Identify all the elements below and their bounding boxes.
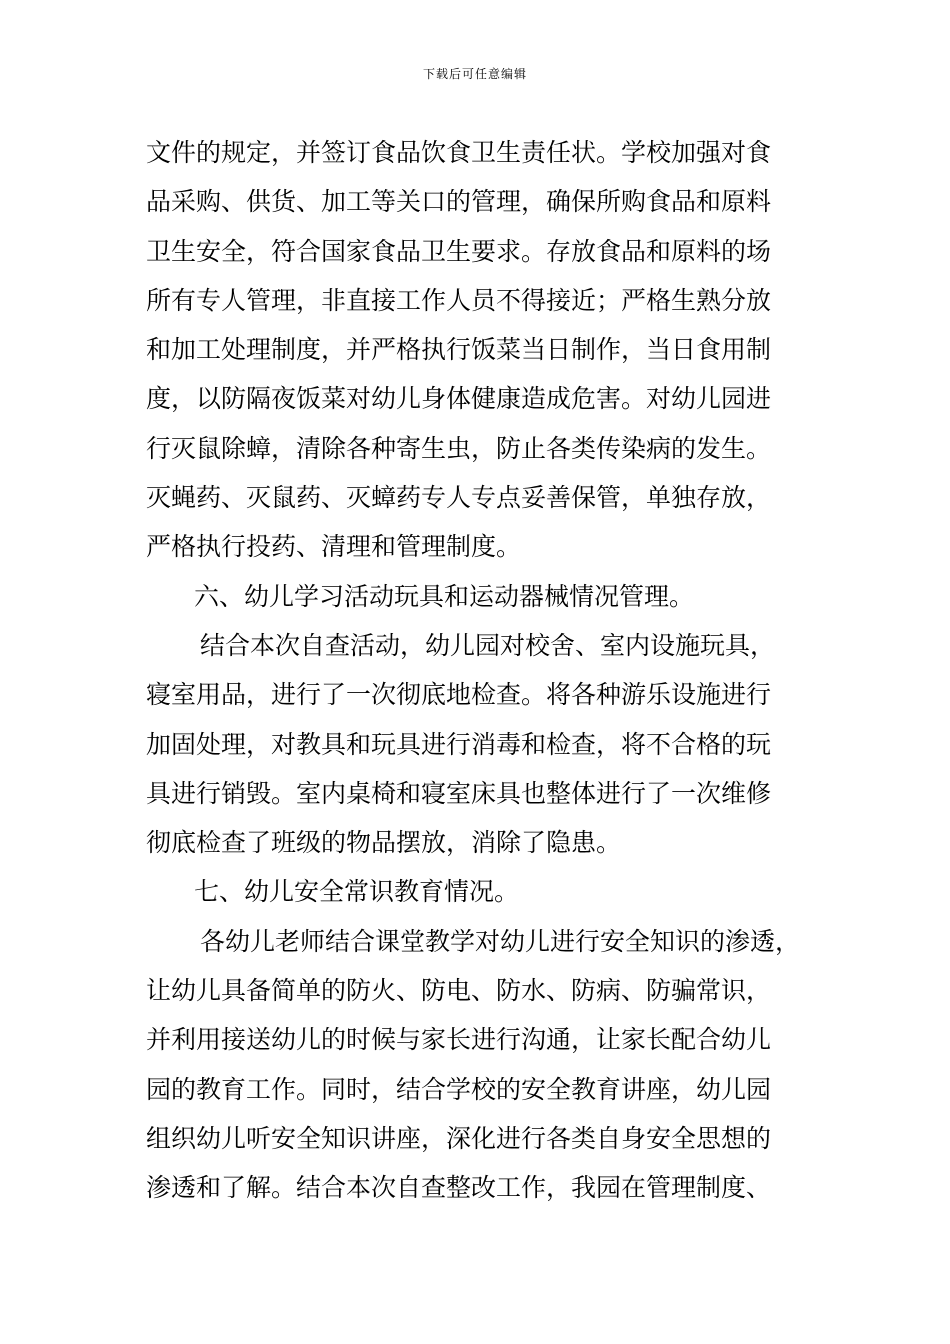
text-line: 加固处理，对教具和玩具进行消毒和检查，将不合格的玩 (146, 729, 772, 759)
text-line: 品采购、供货、加工等关口的管理，确保所购食品和原料 (146, 187, 772, 217)
text-line: 园的教育工作。同时，结合学校的安全教育讲座，幼儿园 (146, 1074, 772, 1104)
text-line: 度，以防隔夜饭菜对幼儿身体健康造成危害。对幼儿园进 (146, 384, 772, 414)
text-line: 让幼儿具备简单的防火、防电、防水、防病、防骗常识， (146, 976, 772, 1006)
text-line: 并利用接送幼儿的时候与家长进行沟通，让家长配合幼儿 (146, 1025, 772, 1055)
section-heading-6: 六、幼儿学习活动玩具和运动器械情况管理。 (194, 581, 695, 611)
text-line: 和加工处理制度，并严格执行饭菜当日制作，当日食用制 (146, 335, 772, 365)
text-line: 卫生安全，符合国家食品卫生要求。存放食品和原料的场 (146, 236, 772, 266)
text-line: 彻底检查了班级的物品摆放，消除了隐患。 (146, 828, 622, 858)
text-line: 渗透和了解。结合本次自查整改工作，我园在管理制度、 (146, 1173, 772, 1203)
text-line: 组织幼儿听安全知识讲座，深化进行各类自身安全思想的 (146, 1123, 772, 1153)
page-header: 下载后可任意编辑 (422, 67, 527, 81)
text-line: 具进行销毁。室内桌椅和寝室床具也整体进行了一次维修 (146, 778, 772, 808)
document-body (146, 128, 846, 1213)
text-line: 严格执行投药、清理和管理制度。 (146, 532, 522, 562)
text-line: 灭蝇药、灭鼠药、灭蟑药专人专点妥善保管，单独存放， (146, 483, 772, 513)
text-line: 各幼儿老师结合课堂教学对幼儿进行安全知识的渗透， (200, 926, 801, 956)
text-line: 所有专人管理，非直接工作人员不得接近；严格生熟分放 (146, 285, 772, 315)
text-line: 文件的规定，并签订食品饮食卫生责任状。学校加强对食 (146, 138, 772, 167)
text-line: 结合本次自查活动，幼儿园对校舍、室内设施玩具， (200, 630, 776, 660)
text-line: 行灭鼠除蟑，清除各种寄生虫，防止各类传染病的发生。 (146, 433, 772, 463)
section-heading-7: 七、幼儿安全常识教育情况。 (194, 877, 520, 907)
text-line: 寝室用品，进行了一次彻底地检查。将各种游乐设施进行 (146, 680, 772, 710)
